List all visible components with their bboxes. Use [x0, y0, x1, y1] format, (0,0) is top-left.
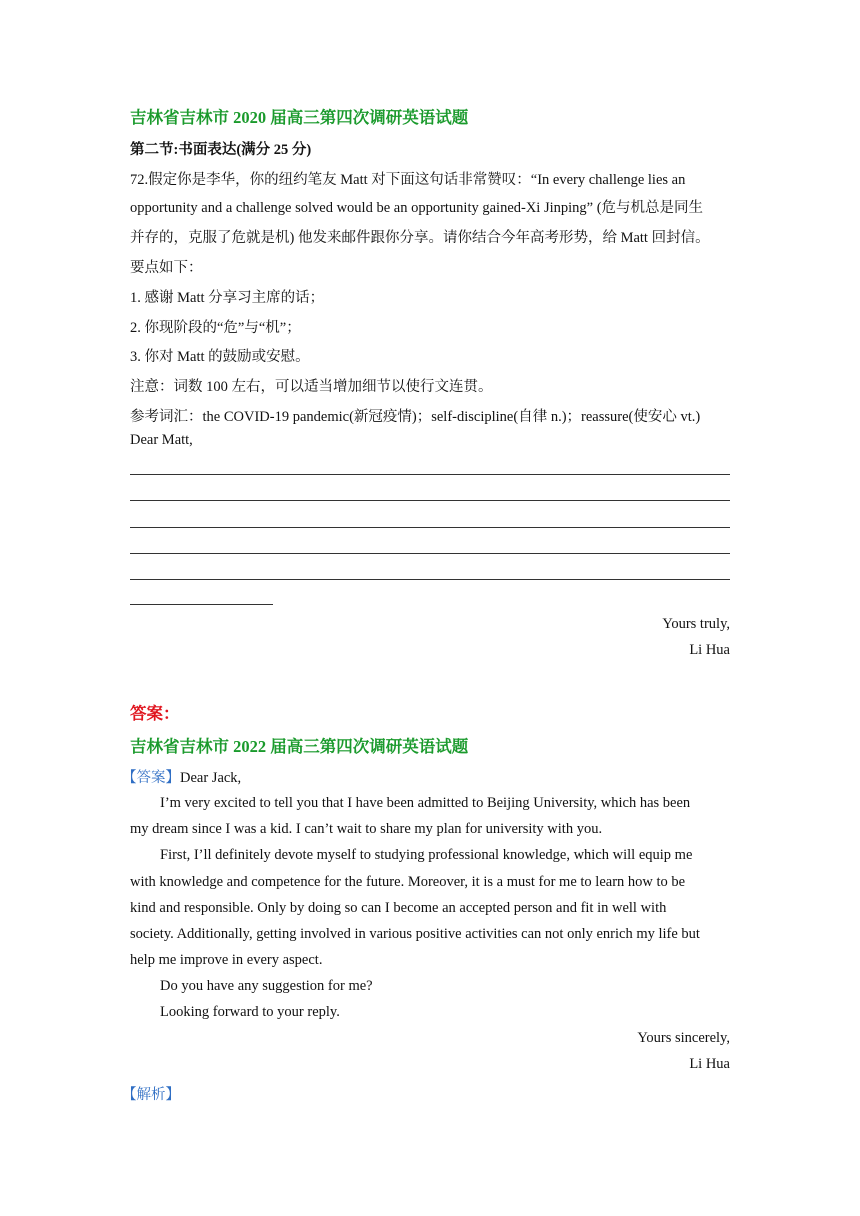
key-point: 1. 感谢 Matt 分享习主席的话； — [130, 290, 325, 306]
answer-line-text: society. Additionally, getting involved in various positive activities can not only enrich my life but — [130, 926, 700, 942]
answer-line — [130, 604, 273, 605]
reference-vocab: 参考词汇：the COVID-19 pandemic(新冠疫情)；self-discipline(自律 n.)；reassure(使安心 vt.) — [130, 409, 701, 425]
word-count-note: 注意：词数 100 左右，可以适当增加细节以使行文连贯。 — [130, 379, 493, 395]
answer-heading: 答案： — [130, 704, 180, 723]
answer-signature: Li Hua — [689, 1056, 730, 1072]
analysis-tag: 【解析】 — [122, 1087, 180, 1103]
question-title: 吉林省吉林市 2020 届高三第四次调研英语试题 — [130, 108, 469, 127]
answer-salutation: Dear Jack, — [180, 770, 242, 786]
answer-line-text: First, I’ll definitely devote myself to studying professional knowledge, which will equip me — [160, 847, 693, 863]
answer-line — [130, 579, 730, 580]
answer-line-text: Looking forward to your reply. — [160, 1004, 340, 1020]
letter-signature: Li Hua — [689, 642, 730, 658]
answer-salutation-row — [122, 766, 241, 787]
answer-line — [130, 474, 730, 475]
key-point: 2. 你现阶段的“危”与“机”； — [130, 320, 301, 336]
answer-closing: Yours sincerely, — [637, 1030, 730, 1046]
key-point: 3. 你对 Matt 的鼓励或安慰。 — [130, 349, 310, 365]
answer-title: 吉林省吉林市 2022 届高三第四次调研英语试题 — [130, 737, 469, 756]
answer-line-text: I’m very excited to tell you that I have been admitted to Beijing University, which has been — [160, 795, 691, 811]
prompt-line: 要点如下： — [130, 260, 203, 276]
answer-line-text: help me improve in every aspect. — [130, 952, 323, 968]
section-heading: 第二节:书面表达(满分 25 分) — [130, 142, 312, 158]
answer-tag: 【答案】 — [122, 770, 180, 786]
answer-line-text: kind and responsible. Only by doing so can I become an accepted person and fit in well with — [130, 900, 667, 916]
prompt-line: 并存的，克服了危就是机) 他发来邮件跟你分享。请你结合今年高考形势，给 Matt 回封信。 — [130, 230, 710, 246]
letter-salutation: Dear Matt, — [130, 432, 193, 448]
letter-closing: Yours truly, — [662, 616, 730, 632]
answer-line-text: Do you have any suggestion for me? — [160, 978, 373, 994]
answer-line-text: my dream since I was a kid. I can’t wait to share my plan for university with you. — [130, 821, 603, 837]
prompt-line: opportunity and a challenge solved would be an opportunity gained-Xi Jinping” (危与机总是同生 — [130, 200, 704, 216]
prompt-line: 72.假定你是李华，你的纽约笔友 Matt 对下面这句话非常赞叹：“In every challenge lies an — [130, 172, 686, 188]
answer-line-text: with knowledge and competence for the future. Moreover, it is a must for me to learn how to be — [130, 874, 686, 890]
answer-line — [130, 553, 730, 554]
answer-line — [130, 500, 730, 501]
answer-line — [130, 527, 730, 528]
